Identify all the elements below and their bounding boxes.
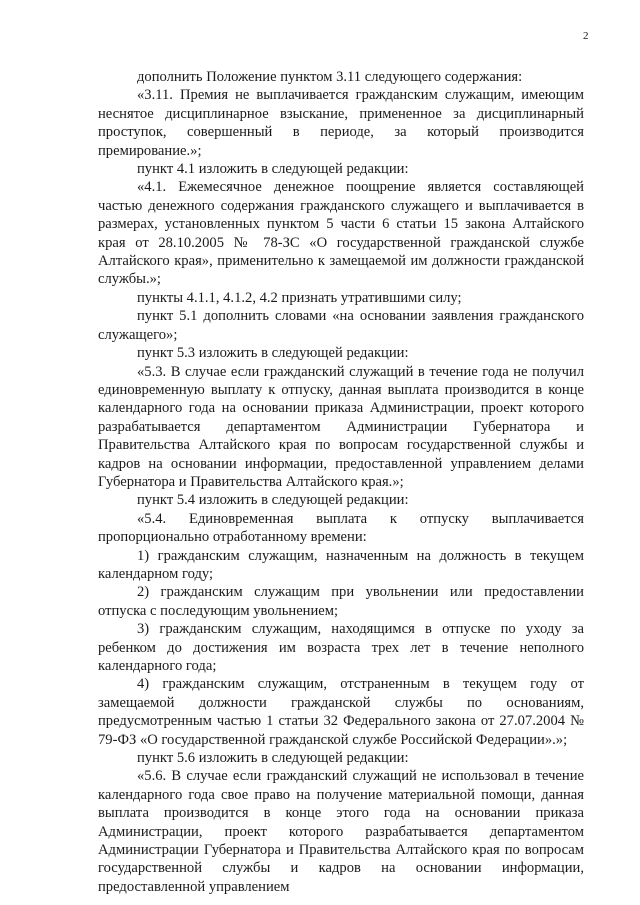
page-number: 2 (583, 30, 589, 42)
paragraph: пункт 4.1 изложить в следующей редакции: (137, 161, 409, 178)
paragraph: «3.11. Премия не выплачивается гражданским служащим, имеющим неснятое дисциплинарное взыскание, примененное за дисциплинарный проступок, совершенный в периоде, за который производится премирование.»; (98, 87, 584, 159)
paragraph: пункт 5.1 дополнить словами «на основании заявления гражданского служащего»; (98, 308, 584, 343)
paragraph: пункт 5.4 изложить в следующей редакции: (137, 492, 409, 509)
paragraph: «5.4. Единовременная выплата к отпуску выплачивается пропорционально отработанному времени: (98, 510, 584, 546)
paragraph: «5.3. В случае если гражданский служащий в течение года не получил единовременную выплату к отпуску, данная выплата производится в конце календарного года на основании приказа Администрации, проект которого разрабатывается департаментом Администрации Губернатора и Правительства Алтайского края по вопросам государственной службы и кадров на основании информации, предоставленной управлением делами Губернатора и Правительства Алтайского края.»; (98, 363, 584, 490)
paragraph: «5.6. В случае если гражданский служащий не использовал в течение календарного года свое право на получение материальной помощи, данная выплата производится в конце этого года на основании приказа Администрации, проект которого разрабатывается департаментом Администрации Губернатора и Правительства Алтайского края по вопросам государственной службы и кадров на основании информации, предоставленной управлением (98, 768, 584, 895)
paragraph: пункт 5.6 изложить в следующей редакции: (137, 750, 409, 767)
paragraph: пункты 4.1.1, 4.1.2, 4.2 признать утратившими силу; (137, 289, 462, 306)
document-body (98, 68, 584, 896)
paragraph: «4.1. Ежемесячное денежное поощрение является составляющей частью денежного содержания гражданского служащего и выплачивается в размерах, установленных пунктом 5 части 6 статьи 15 закона Алтайского края от 28.10.2005 № 78-ЗС «О государственной гражданской службе Алтайского края», применительно к замещаемой им должности гражданской службы.»; (98, 179, 584, 288)
list-item: 2) гражданским служащим при увольнении или предоставлении отпуска с последующим увольнением; (98, 584, 584, 619)
paragraph: пункт 5.3 изложить в следующей редакции: (137, 345, 409, 362)
list-item: 3) гражданским служащим, находящимся в отпуске по уходу за ребенком до достижения им возраста трех лет в течение неполного календарного года; (98, 621, 584, 674)
list-item: 1) гражданским служащим, назначенным на должность в текущем календарном году; (98, 547, 584, 582)
list-item: 4) гражданским служащим, отстраненным в текущем году от замещаемой должности гражданской службы по основаниям, предусмотренным частью 1 статьи 32 Федерального закона от 27.07.2004 № 79-ФЗ «О государственной гражданской службе Российской Федерации».»; (98, 676, 584, 748)
paragraph: дополнить Положение пунктом 3.11 следующего содержания: (137, 69, 523, 85)
